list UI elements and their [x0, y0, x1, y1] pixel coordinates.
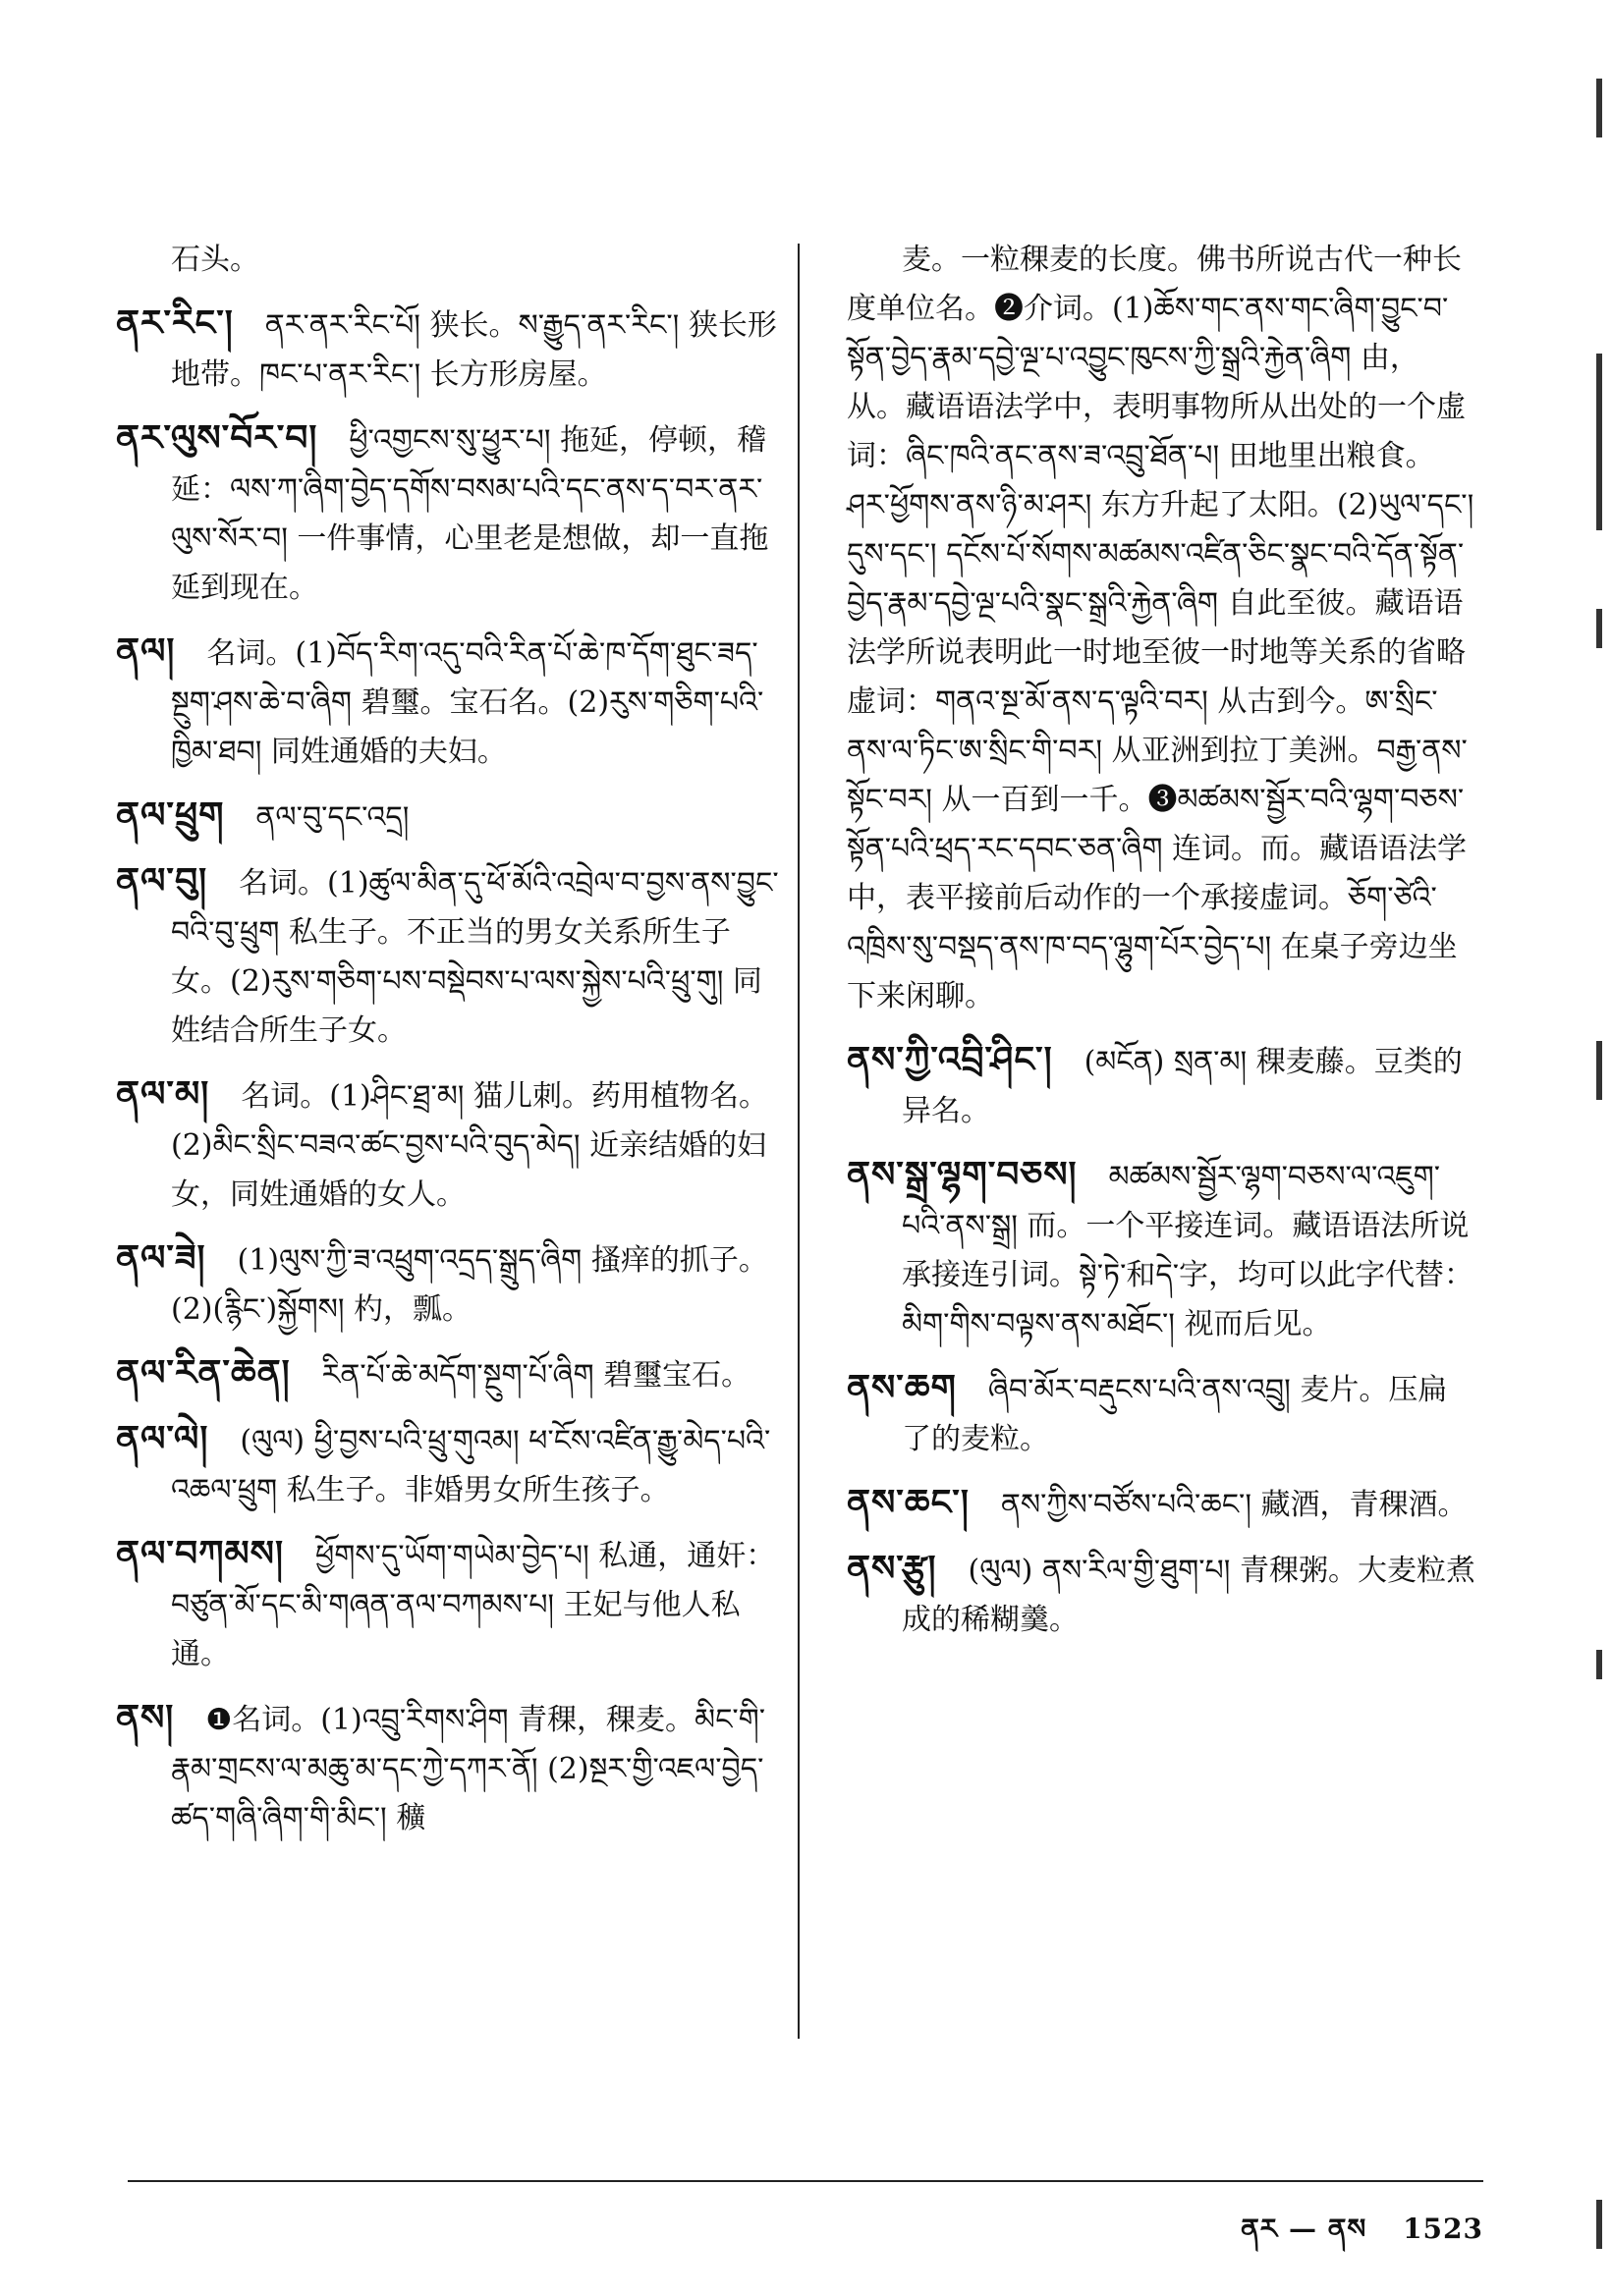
dictionary-entry — [847, 1544, 1475, 1645]
entry-text: ཕྱོགས་དུ་ཡོག་གཡེམ་བྱེད་པ། 私通，通奸：བཙུན་མོ་དང་མི་གཞན་ནལ་བཀམས་པ། 王妃与他人私通。 — [171, 1539, 776, 1671]
headword: ནར་རིང་། — [116, 302, 234, 344]
page-footer — [1159, 2198, 1483, 2275]
dictionary-entry — [116, 856, 782, 1056]
headword: ནལ་བུ། — [116, 860, 208, 902]
entry-text: 麦。一粒稞麦的长度。佛书所说古代一种长度单位名。❷介词。(1)ཆོས་གང་ནས་གང་ཞིག་བྱུང་བ་སྟོན་བྱེད་རྣམ་དབྱེ་ལྔ་པ་འབྱུང་ཁུངས་ཀྱི་སྒྲའི་རྐྱེན་ཞིག 由，从。藏语语法学中，表明事物所从出处的一个虚词：ཞིང་ཁའི་ནང་ནས་ཟ་འབྲུ་ཐོན་པ། 田地里出粮食。ཤར་ཕྱོགས་ནས་ཉི་མ་ཤར། 东方升起了太阳。(2)ཡུལ་དང་། དུས་དང་། དངོས་པོ་སོགས་མཚམས་འཛིན་ཅིང་སྣང་བའི་དོན་སྟོན་བྱེད་རྣམ་དབྱེ་ལྔ་པའི་སྣང་སྒྲའི་རྐྱེན་ཞིག 自此至彼。藏语语法学所说表明此一时地至彼一时地等关系的省略虚词：གནའ་སྔ་མོ་ནས་ད་ལྟའི་བར། 从古到今。ཨ་སྲིང་ནས་ལ་ཏིང་ཨ་སྲིང་གི་བར། 从亚洲到拉丁美洲。བརྒྱ་ནས་སྟོང་བར། 从一百到一千。❸མཚམས་སྦྱོར་བའི་ལྷག་བཅས་སྟོན་པའི་ཕྲད་རང་དབང་ཅན་ཞིག 连词。而。藏语语法学中，表平接前后动作的一个承接虚词。ཅོག་ཙེའི་འཁྲིས་སུ་བསྡད་ནས་ཁ་བད་ལྷུག་པོར་བྱེད་པ། 在桌子旁边坐下来闲聊。 — [847, 243, 1474, 1013]
headword: ནལ་རིན་ཆེན། — [116, 1352, 291, 1394]
left-column — [116, 236, 782, 1843]
page-number: 1523 — [1403, 2213, 1483, 2245]
column-divider — [798, 244, 800, 2039]
dictionary-entry — [116, 299, 782, 400]
dictionary-entry — [847, 1035, 1475, 1136]
dictionary-entry — [847, 1478, 1475, 1530]
headword: ནལ། — [116, 630, 176, 672]
entry-text: རིན་པོ་ཆེ་མདོག་སྔུག་པོ་ཞིག 碧璽宝石。 — [321, 1358, 751, 1393]
entry-text: 石头。 — [171, 243, 259, 277]
entry-text: (མངོན) སྲན་མ། 稞麦藤。豆类的异名。 — [902, 1045, 1463, 1128]
headword: ནལ་མ། — [116, 1073, 210, 1115]
headword: ནས་སྒྲ་ལྷག་བཅས། — [847, 1154, 1078, 1195]
scan-margin-marks — [1584, 59, 1608, 2278]
dictionary-entry — [116, 1414, 782, 1515]
entry-text: ཞིབ་མོར་བརྡུངས་པའི་ནས་འབྲུ། 麦片。压扁了的麦粒。 — [902, 1373, 1448, 1456]
headword: ནས། — [116, 1697, 175, 1738]
entry-text: ཕྱི་འགྱངས་སུ་ཕྱུར་པ། 拖延，停顿，稽延：ལས་ཀ་ཞིག་བྱེད་དགོས་བསམ་པའི་དང་ནས་ད་བར་ནར་ལུས་སོར་བ། 一件事情，心里老是想做，却一直拖延到现在。 — [171, 423, 769, 605]
headword: ནལ་ལེ། — [116, 1418, 209, 1459]
headword: ནས་ཀྱི་འབྲི་ཤིང་། — [847, 1039, 1053, 1080]
dictionary-entry — [116, 1348, 782, 1400]
entry-text: མཚམས་སྦྱོར་ལྷག་བཅས་ལ་འཇུག་པའི་ནས་སྒྲ། 而。一个平接连词。藏语语法所说承接连引词。སྟེ་ཏེ་和དེ་字，均可以此字代替：མིག་གིས་བལྟས་ནས་མཐོང་། 视而后见。 — [902, 1160, 1474, 1341]
headword-range: ནར — ནས — [1241, 2213, 1367, 2245]
headword: ནས་ཆང་། — [847, 1482, 970, 1523]
footer-rule — [128, 2180, 1483, 2182]
dictionary-entry — [847, 236, 1475, 1021]
entry-text: ❶名词。(1)འབྲུ་རིགས་ཤིག 青稞，稞麦。མིང་གི་རྣམ་གྲངས་ལ་མཆུ་མ་དང་ཀྱེ་དཀར་ནོ། (2)སྔར་གྱི་འཇལ་བྱེད་ཚད་གཞི་ཞིག་གི་མིང་། 穬 — [171, 1703, 766, 1835]
headword: ནལ་ཕྲུག — [116, 794, 225, 836]
entry-text: ནལ་བུ་དང་འདྲ། — [255, 800, 410, 835]
dictionary-entry — [116, 1529, 782, 1679]
dictionary-entry — [116, 1693, 782, 1843]
headword: ནས་ཆག — [847, 1367, 957, 1408]
headword: ནས་རྩུ། — [847, 1548, 937, 1589]
dictionary-entry — [116, 236, 782, 285]
entry-text: ནར་ནར་རིང་པོ། 狭长。ས་རྒྱུད་ནར་རིང་། 狭长形地带。ཁང་པ་ནར་རིང་། 长方形房屋。 — [171, 308, 777, 392]
entry-text: 名词。(1)ཤིང་ཐྲ་མ། 猫儿刺。药用植物名。(2)མིང་སྲིང་བཟའ་ཚང་བྱས་པའི་བུད་མེད། 近亲结婚的妇女，同姓通婚的女人。 — [171, 1079, 769, 1212]
dictionary-entry — [116, 791, 782, 843]
dictionary-entry — [116, 1069, 782, 1220]
entry-text: 名词。(1)ཚུལ་མིན་དུ་ཕོ་མོའི་འབྲེལ་བ་བྱས་ནས་བྱུང་བའི་བུ་ཕྲུག 私生子。不正当的男女关系所生子女。(2)རུས་གཅིག་པས་བསྡེབས་པ་ལས་སྐྱེས་པའི་ཕྲུ་གུ། 同姓结合所生子女。 — [171, 866, 779, 1048]
entry-text: (ལུལ) ནས་རིལ་གྱི་ཐུག་པ། 青稞粥。大麦粒煮成的稀糊羹。 — [902, 1554, 1475, 1637]
headword: ནལ་བཀམས། — [116, 1533, 284, 1574]
dictionary-entry — [116, 627, 782, 777]
dictionary-entry — [116, 1233, 782, 1335]
headword: ནལ་ཟེ། — [116, 1237, 206, 1279]
entry-text: 名词。(1)བོད་རིག་འདུ་བའི་རིན་པོ་ཆེ་ཁ་དོག་ཐུང་ཟད་སྔུག་ཤས་ཆེ་བ་ཞིག 碧璽。宝石名。(2)རུས་གཅིག་པའི་ཁྱིམ་ཐབ། 同姓通婚的夫妇。 — [171, 636, 764, 769]
right-column — [847, 236, 1475, 1645]
headword: ནར་ལུས་བོར་བ། — [116, 417, 318, 459]
entry-text: (ལུལ) ཕྱི་བྱས་པའི་ཕྲུ་གུའམ། ཕ་ངོས་འཛིན་རྒྱུ་མེད་པའི་འཆལ་ཕྲུག 私生子。非婚男女所生孩子。 — [171, 1424, 771, 1507]
dictionary-entry — [847, 1150, 1475, 1349]
dictionary-entry — [116, 413, 782, 613]
entry-text: (1)ལུས་ཀྱི་ཟ་འཕྲུག་འདྲད་སྒྲུད་ཞིག 搔痒的抓子。(2)(རྙིང་)སྐྱོགས། 杓，瓢。 — [171, 1243, 768, 1327]
entry-text: ནས་ཀྱིས་བཙོས་པའི་ཆང་། 藏酒，青稞酒。 — [1000, 1488, 1468, 1522]
dictionary-entry — [847, 1363, 1475, 1464]
